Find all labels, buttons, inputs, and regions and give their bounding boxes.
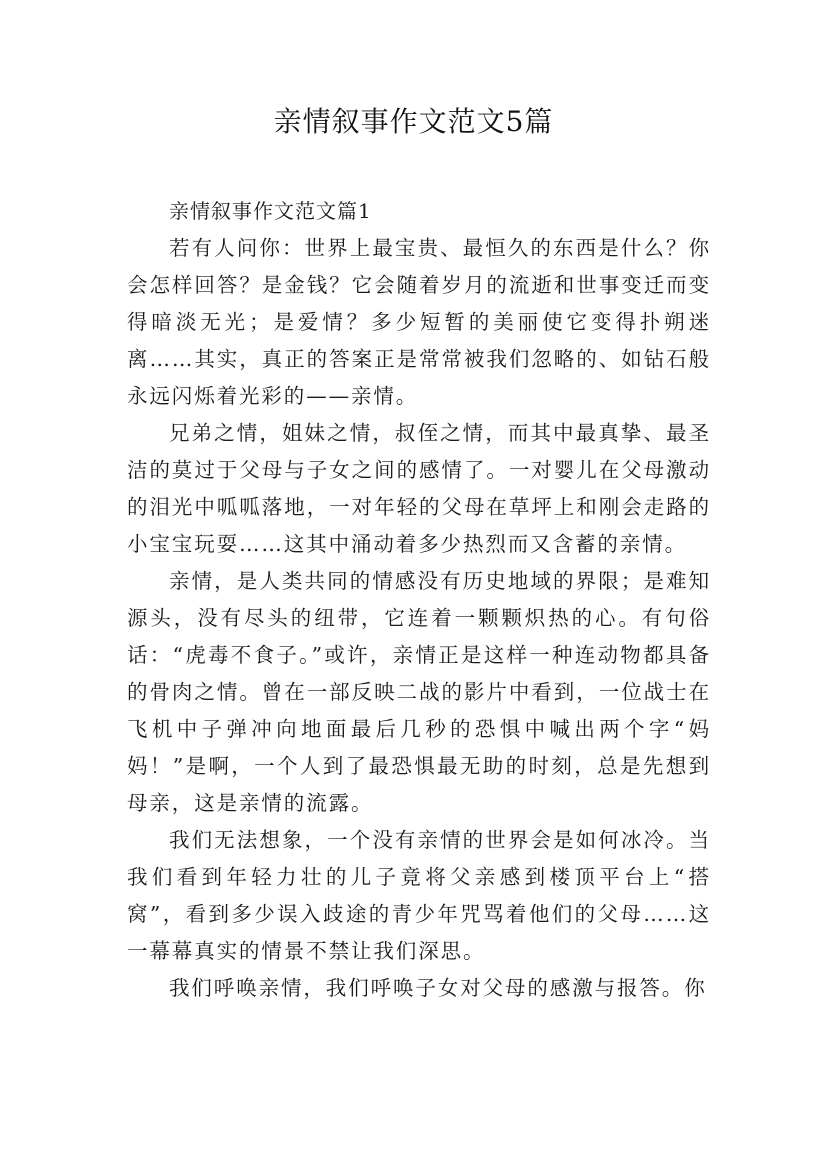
paragraph-4: 我们无法想象，一个没有亲情的世界会是如何冰冷。当我们看到年轻力壮的儿子竟将父亲感到楼顶平台上“搭窝”，看到多少误入歧途的青少年咒骂着他们的父母……这一幕幕真实的情景不禁让我们深思。 <box>127 828 711 963</box>
document-body <box>127 193 711 1007</box>
paragraph-2: 兄弟之情，姐妹之情，叔侄之情，而其中最真挚、最圣洁的莫过于父母与子女之间的感情了。一对婴儿在父母激动的泪光中呱呱落地，一对年轻的父母在草坪上和刚会走路的小宝宝玩耍……这其中涌动着多少热烈而又含蓄的亲情。 <box>127 421 711 556</box>
document-title: 亲情叙事作文范文5篇 <box>273 105 554 138</box>
paragraph-3: 亲情，是人类共同的情感没有历史地域的界限；是难知源头，没有尽头的纽带，它连着一颗颗炽热的心。有句俗话：“虎毒不食子。”或许，亲情正是这样一种连动物都具备的骨肉之情。曾在一部反映二战的影片中看到，一位战士在飞机中子弹冲向地面最后几秒的恐惧中喊出两个字“妈妈！”是啊，一个人到了最恐惧最无助的时刻，总是先想到母亲，这是亲情的流露。 <box>127 569 711 815</box>
paragraph-1: 若有人问你：世界上最宝贵、最恒久的东西是什么？你会怎样回答？是金钱？它会随着岁月的流逝和世事变迁而变得暗淡无光；是爱情？多少短暂的美丽使它变得扑朔迷离……其实，真正的答案正是常常被我们忽略的、如钻石般永远闪烁着光彩的——亲情。 <box>127 236 711 408</box>
paragraph-5: 我们呼唤亲情，我们呼唤子女对父母的感激与报答。你 <box>169 976 707 1000</box>
section-heading: 亲情叙事作文范文篇1 <box>169 199 372 223</box>
